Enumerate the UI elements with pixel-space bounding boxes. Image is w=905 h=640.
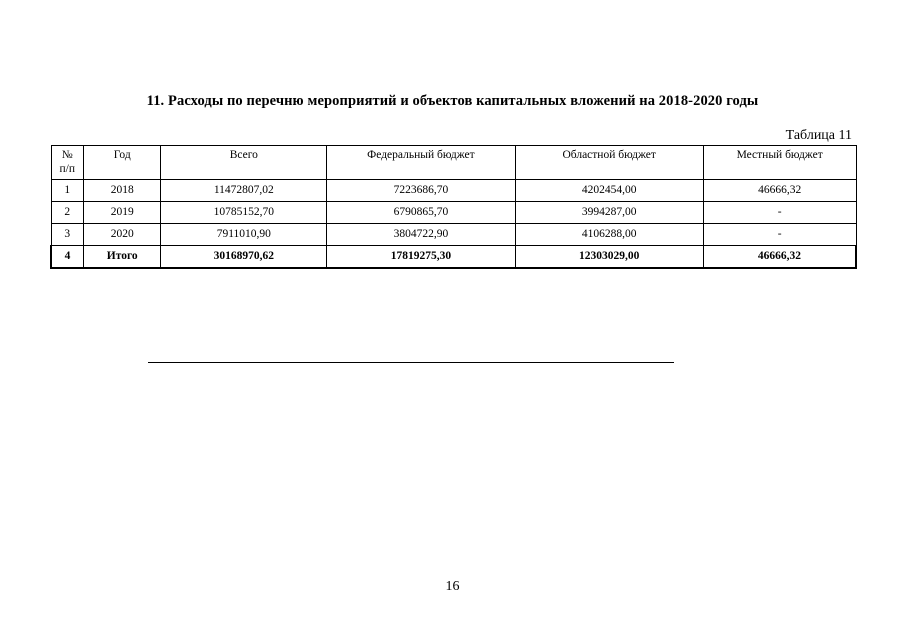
header-total: Всего xyxy=(161,146,327,180)
cell-number: 4 xyxy=(51,246,84,269)
cell-total: 11472807,02 xyxy=(161,180,327,202)
cell-year: 2018 xyxy=(84,180,161,202)
table-row xyxy=(51,180,856,202)
cell-number: 2 xyxy=(51,202,84,224)
cell-total: 30168970,62 xyxy=(161,246,327,269)
header-year: Год xyxy=(84,146,161,180)
table-caption: Таблица 11 xyxy=(785,128,852,143)
cell-federal: 3804722,90 xyxy=(327,224,515,246)
cell-local: - xyxy=(703,224,856,246)
cell-regional: 4106288,00 xyxy=(515,224,703,246)
horizontal-rule xyxy=(148,362,674,363)
cell-year: 2020 xyxy=(84,224,161,246)
cell-regional: 3994287,00 xyxy=(515,202,703,224)
cell-total: 7911010,90 xyxy=(161,224,327,246)
header-number-line1: № xyxy=(61,149,73,161)
cell-local: - xyxy=(703,202,856,224)
table-header-row xyxy=(51,146,856,180)
header-regional-budget: Областной бюджет xyxy=(515,146,703,180)
header-federal-budget: Федеральный бюджет xyxy=(327,146,515,180)
table-row xyxy=(51,224,856,246)
header-number-line2: п/п xyxy=(59,163,76,175)
cell-regional: 4202454,00 xyxy=(515,180,703,202)
document-title: 11. Расходы по перечню мероприятий и объектов капитальных вложений на 2018-2020 годы xyxy=(146,93,759,109)
header-number xyxy=(51,146,84,180)
cell-year: Итого xyxy=(84,246,161,269)
cell-local: 46666,32 xyxy=(703,246,856,269)
cell-federal: 7223686,70 xyxy=(327,180,515,202)
expenses-table xyxy=(50,145,857,269)
cell-year: 2019 xyxy=(84,202,161,224)
cell-regional: 12303029,00 xyxy=(515,246,703,269)
cell-local: 46666,32 xyxy=(703,180,856,202)
page-number: 16 xyxy=(445,579,460,594)
table-row xyxy=(51,202,856,224)
cell-number: 3 xyxy=(51,224,84,246)
cell-federal: 6790865,70 xyxy=(327,202,515,224)
table-total-row xyxy=(51,246,856,269)
cell-number: 1 xyxy=(51,180,84,202)
cell-federal: 17819275,30 xyxy=(327,246,515,269)
header-local-budget: Местный бюджет xyxy=(703,146,856,180)
cell-total: 10785152,70 xyxy=(161,202,327,224)
